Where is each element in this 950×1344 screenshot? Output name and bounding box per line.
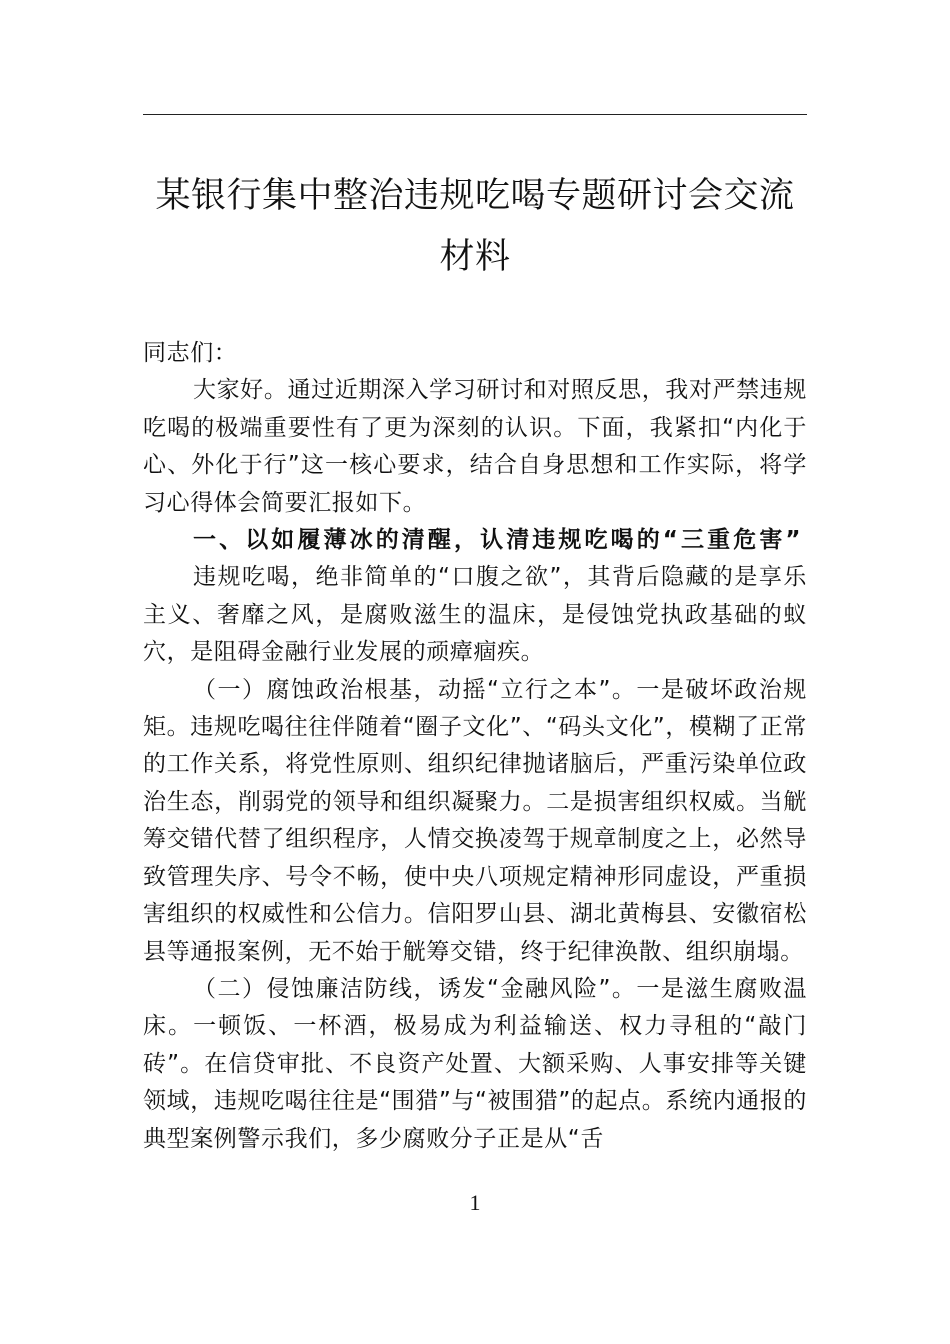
header-rule [143, 114, 807, 115]
salutation: 同志们： [143, 340, 238, 366]
paragraph-intro: 大家好。通过近期深入学习研讨和对照反思，我对严禁违规吃喝的极端重要性有了更为深刻的认识。下面，我紧扣“内化于心、外化于行”这一核心要求，结合自身思想和工作实际，将学习心得体会简要汇报如下。 [143, 377, 807, 516]
page-number: 1 [469, 1190, 481, 1215]
paragraph-section-1-intro: 违规吃喝，绝非简单的“口腹之欲”，其背后隐藏的是享乐主义、奢靡之风，是腐败滋生的温床，是侵蚀党执政基础的蚁穴，是阻碍金融行业发展的顽瘴痼疾。 [143, 564, 807, 666]
paragraph-subsection-1: （一）腐蚀政治根基，动摇“立行之本”。一是破坏政治规矩。违规吃喝往往伴随着“圈子文化”、“码头文化”，模糊了正常的工作关系，将党性原则、组织纪律抛诸脑后，严重污染单位政治生态，削弱党的领导和组织凝聚力。二是损害组织权威。当觥筹交错代替了组织程序，人情交换凌驾于规章制度之上，必然导致管理失序、号令不畅，使中央八项规定精神形同虚设，严重损害组织的权威性和公信力。信阳罗山县、湖北黄梅县、安徽宿松县等通报案例，无不始于觥筹交错，终于纪律涣散、组织崩塌。 [143, 676, 807, 965]
section-heading-1: 一、以如履薄冰的清醒，认清违规吃喝的“三重危害” [193, 527, 804, 554]
document-body [143, 335, 807, 1158]
document-title: 某银行集中整治违规吃喝专题研讨会交流材料 [155, 176, 795, 277]
paragraph-subsection-2: （二）侵蚀廉洁防线，诱发“金融风险”。一是滋生腐败温床。一顿饭、一杯酒，极易成为利益输送、权力寻租的“敲门砖”。在信贷审批、不良资产处置、大额采购、人事安排等关键领域，违规吃喝往往是“围猎”与“被围猎”的起点。系统内通报的典型案例警示我们，多少腐败分子正是从“舌 [143, 975, 807, 1152]
